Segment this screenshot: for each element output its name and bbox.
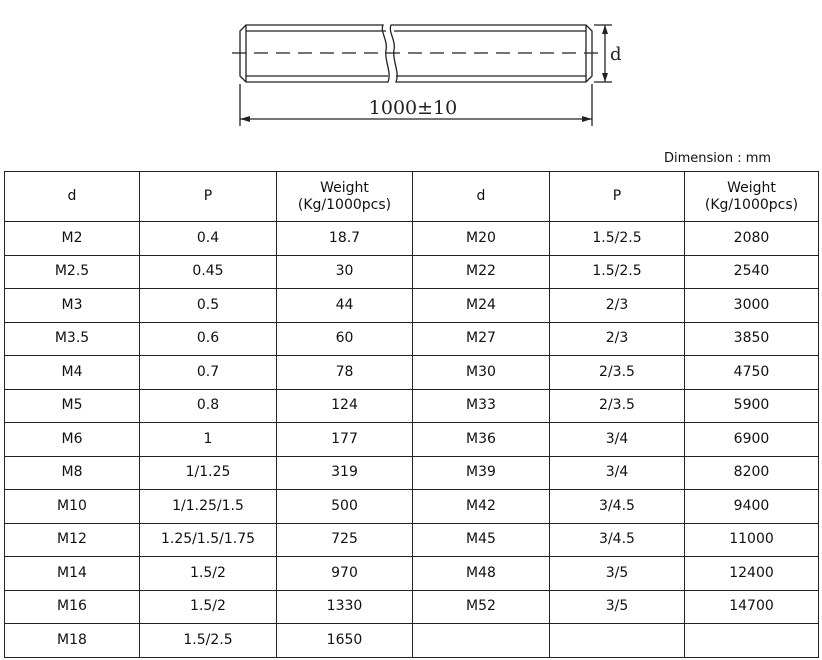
cell-p: 0.4 <box>140 222 277 256</box>
table-row <box>5 490 819 524</box>
cell-p: 3/4 <box>550 456 685 490</box>
cell-d <box>413 624 550 658</box>
table-row <box>5 423 819 457</box>
cell-p: 0.6 <box>140 322 277 356</box>
table-row <box>5 557 819 591</box>
table-row <box>5 322 819 356</box>
cell-weight: 5900 <box>685 389 819 423</box>
cell-weight: 500 <box>277 490 413 524</box>
cell-d: M24 <box>413 289 550 323</box>
cell-d: M22 <box>413 255 550 289</box>
cell-weight: 78 <box>277 356 413 390</box>
cell-weight: 3000 <box>685 289 819 323</box>
length-label: 1000±10 <box>368 97 458 119</box>
header-weight-unit: (Kg/1000pcs) <box>704 196 799 213</box>
cell-d: M12 <box>5 523 140 557</box>
table-row <box>5 222 819 256</box>
cell-d: M10 <box>5 490 140 524</box>
cell-d: M52 <box>413 590 550 624</box>
cell-d: M6 <box>5 423 140 457</box>
cell-weight: 319 <box>277 456 413 490</box>
cell-weight: 124 <box>277 389 413 423</box>
cell-weight: 44 <box>277 289 413 323</box>
cell-weight: 1330 <box>277 590 413 624</box>
cell-weight: 30 <box>277 255 413 289</box>
cell-weight <box>685 624 819 658</box>
cell-p: 0.8 <box>140 389 277 423</box>
cell-p: 3/4.5 <box>550 490 685 524</box>
table-row <box>5 356 819 390</box>
header-p: P <box>140 172 277 222</box>
table-row <box>5 289 819 323</box>
header-weight <box>685 172 819 222</box>
diameter-label: d <box>610 44 622 65</box>
header-p: P <box>550 172 685 222</box>
specification-table <box>4 171 819 658</box>
cell-p: 1.5/2.5 <box>550 255 685 289</box>
cell-weight: 725 <box>277 523 413 557</box>
cell-weight: 4750 <box>685 356 819 390</box>
cell-p: 3/4.5 <box>550 523 685 557</box>
cell-d: M27 <box>413 322 550 356</box>
cell-weight: 60 <box>277 322 413 356</box>
cell-p: 1.5/2.5 <box>550 222 685 256</box>
cell-p: 2/3 <box>550 322 685 356</box>
cell-p: 2/3.5 <box>550 356 685 390</box>
table-header-row <box>5 172 819 222</box>
cell-d: M20 <box>413 222 550 256</box>
cell-weight: 970 <box>277 557 413 591</box>
cell-p: 1 <box>140 423 277 457</box>
header-weight-unit: (Kg/1000pcs) <box>297 196 392 213</box>
cell-p: 3/4 <box>550 423 685 457</box>
cell-d: M36 <box>413 423 550 457</box>
cell-d: M33 <box>413 389 550 423</box>
table-row <box>5 255 819 289</box>
cell-p: 1.25/1.5/1.75 <box>140 523 277 557</box>
cell-d: M16 <box>5 590 140 624</box>
cell-p: 0.7 <box>140 356 277 390</box>
cell-p: 0.45 <box>140 255 277 289</box>
table-row <box>5 456 819 490</box>
cell-p: 1.5/2 <box>140 557 277 591</box>
table-row <box>5 389 819 423</box>
header-weight-title: Weight <box>320 179 369 196</box>
cell-d: M3 <box>5 289 140 323</box>
cell-p: 3/5 <box>550 557 685 591</box>
cell-weight: 177 <box>277 423 413 457</box>
table-row <box>5 590 819 624</box>
header-weight <box>277 172 413 222</box>
cell-d: M8 <box>5 456 140 490</box>
cell-d: M39 <box>413 456 550 490</box>
dimension-unit-note: Dimension : mm <box>664 151 772 166</box>
cell-p: 2/3 <box>550 289 685 323</box>
header-weight-title: Weight <box>727 179 776 196</box>
cell-weight: 2540 <box>685 255 819 289</box>
cell-d: M30 <box>413 356 550 390</box>
cell-weight: 3850 <box>685 322 819 356</box>
header-d: d <box>413 172 550 222</box>
cell-p: 3/5 <box>550 590 685 624</box>
cell-weight: 2080 <box>685 222 819 256</box>
cell-weight: 9400 <box>685 490 819 524</box>
threaded-rod-drawing <box>0 0 822 140</box>
table-row <box>5 624 819 658</box>
cell-p: 1/1.25/1.5 <box>140 490 277 524</box>
cell-weight: 14700 <box>685 590 819 624</box>
cell-d: M4 <box>5 356 140 390</box>
cell-weight: 11000 <box>685 523 819 557</box>
cell-d: M18 <box>5 624 140 658</box>
cell-d: M2.5 <box>5 255 140 289</box>
table-row <box>5 523 819 557</box>
cell-p: 2/3.5 <box>550 389 685 423</box>
cell-weight: 8200 <box>685 456 819 490</box>
cell-weight: 6900 <box>685 423 819 457</box>
header-d: d <box>5 172 140 222</box>
cell-weight: 12400 <box>685 557 819 591</box>
cell-d: M48 <box>413 557 550 591</box>
cell-d: M5 <box>5 389 140 423</box>
cell-d: M3.5 <box>5 322 140 356</box>
cell-d: M2 <box>5 222 140 256</box>
cell-weight: 1650 <box>277 624 413 658</box>
cell-p <box>550 624 685 658</box>
cell-d: M14 <box>5 557 140 591</box>
cell-p: 0.5 <box>140 289 277 323</box>
cell-p: 1.5/2.5 <box>140 624 277 658</box>
cell-weight: 18.7 <box>277 222 413 256</box>
cell-d: M45 <box>413 523 550 557</box>
cell-p: 1.5/2 <box>140 590 277 624</box>
cell-p: 1/1.25 <box>140 456 277 490</box>
cell-d: M42 <box>413 490 550 524</box>
